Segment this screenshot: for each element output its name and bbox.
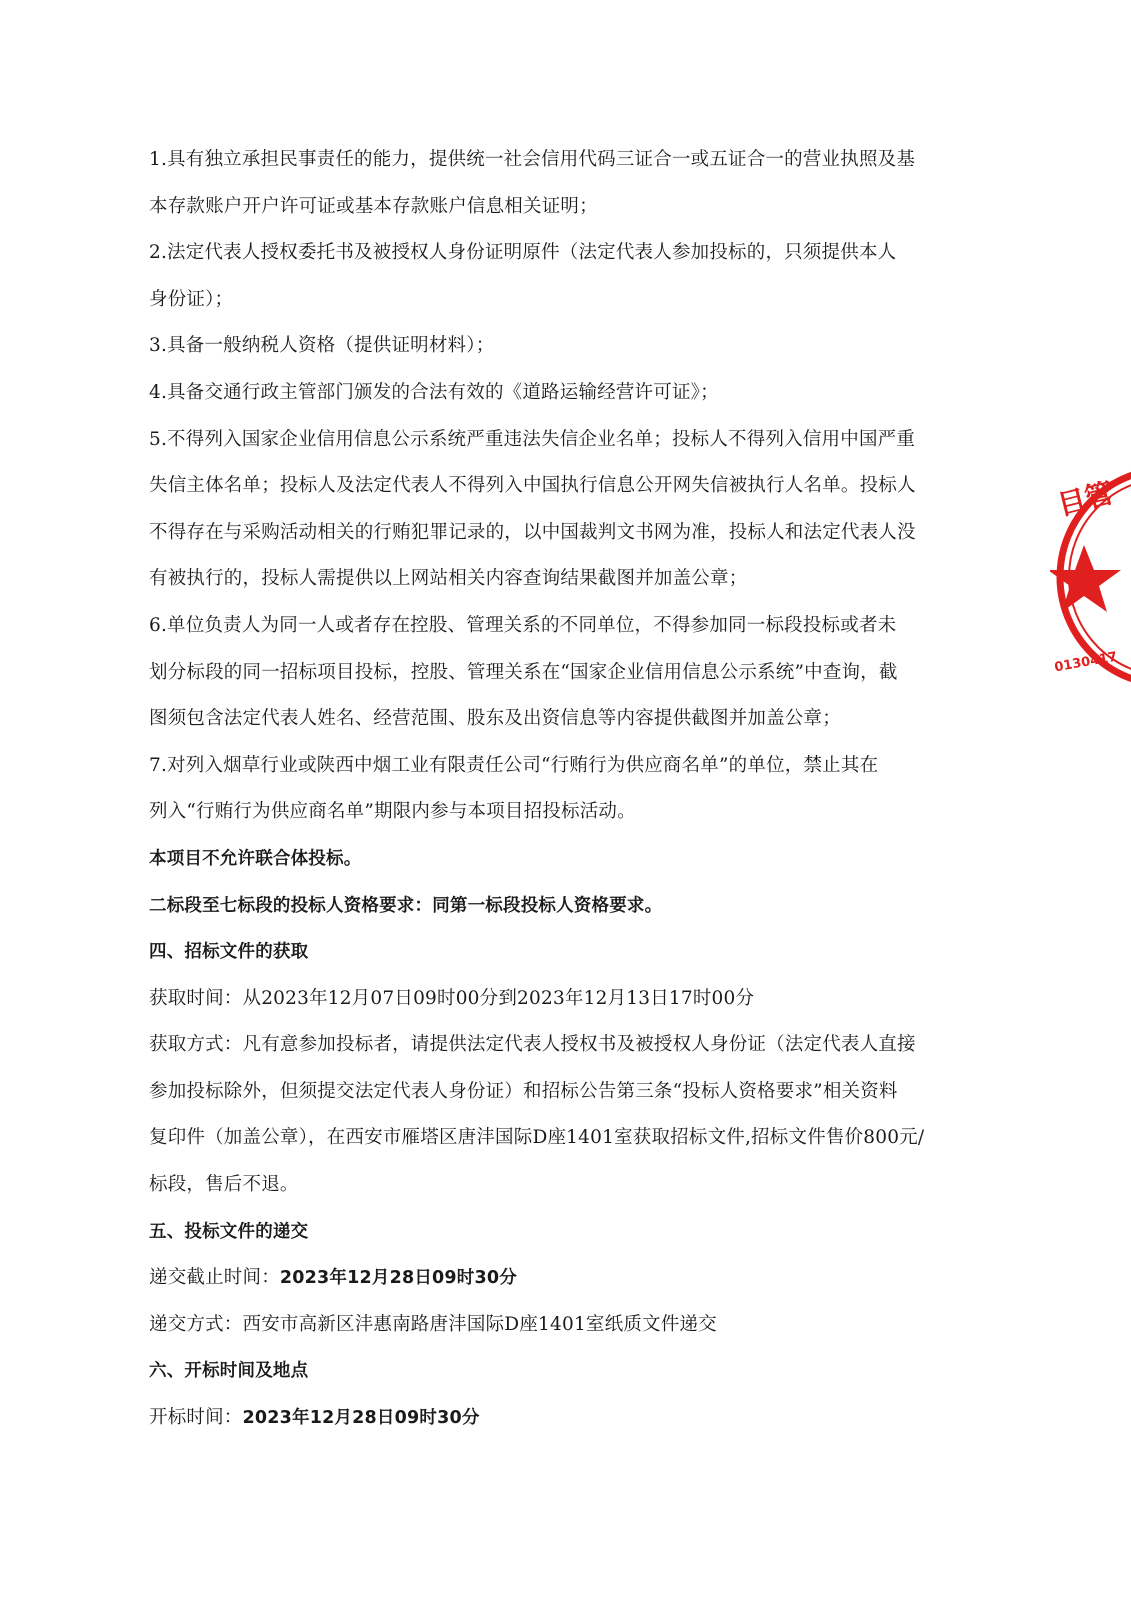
text-line: 图须包含法定代表人姓名、经营范围、股东及出资信息等内容提供截图并加盖公章； — [149, 708, 841, 730]
text-line: 5.不得列入国家企业信用信息公示系统严重违法失信企业名单；投标人不得列入信用中国严重 — [149, 428, 916, 450]
acquisition-method-line: 参加投标除外，但须提交法定代表人身份证）和招标公告第三条“投标人资格要求”相关资料 — [149, 1080, 898, 1102]
opening-time-label: 开标时间： — [149, 1407, 243, 1429]
submission-method: 递交方式：西安市高新区沣惠南路唐沣国际D座1401室纸质文件递交 — [149, 1313, 717, 1335]
acquisition-time: 获取时间：从2023年12月07日09时00分到2023年12月13日17时00分 — [149, 987, 755, 1009]
text-line: 划分标段的同一招标项目投标，控股、管理关系在“国家企业信用信息公示系统”中查询，截 — [149, 661, 898, 683]
company-seal — [1050, 462, 1131, 692]
opening-time — [149, 1395, 964, 1442]
no-consortium-notice: 本项目不允许联合体投标。 — [149, 848, 362, 869]
section-6-heading: 六、开标时间及地点 — [149, 1361, 309, 1382]
text-line: 2.法定代表人授权委托书及被授权人身份证明原件（法定代表人参加投标的，只须提供本人 — [149, 242, 897, 264]
seal-text-bottom: 0130417 — [1053, 649, 1119, 676]
sections-2-7-requirement: 二标段至七标段的投标人资格要求：同第一标段投标人资格要求。 — [149, 895, 663, 916]
text-line: 失信主体名单；投标人及法定代表人不得列入中国执行信息公开网失信被执行人名单。投标人 — [149, 475, 916, 497]
section-5-heading: 五、投标文件的递交 — [149, 1221, 309, 1242]
acquisition-method-line: 获取方式：凡有意参加投标者，请提供法定代表人授权书及被授权人身份证（法定代表人直接 — [149, 1034, 916, 1056]
acquisition-method-line: 复印件（加盖公章），在西安市雁塔区唐沣国际D座1401室获取招标文件,招标文件售价800元/ — [149, 1127, 925, 1149]
submission-deadline-label: 递交截止时间： — [149, 1267, 280, 1289]
text-line: 6.单位负责人为同一人或者存在控股、管理关系的不同单位，不得参加同一标段投标或者未 — [149, 614, 897, 636]
text-line: 4.具备交通行政主管部门颁发的合法有效的《道路运输经营许可证》； — [149, 381, 719, 403]
text-line: 1.具有独立承担民事责任的能力，提供统一社会信用代码三证合一或五证合一的营业执照及基 — [149, 149, 916, 170]
submission-deadline — [149, 1255, 964, 1302]
section-4-heading: 四、招标文件的获取 — [149, 942, 309, 963]
seal-text-top: 目管 — [1054, 476, 1117, 522]
text-line: 列入“行贿行为供应商名单”期限内参与本项目招投标活动。 — [149, 801, 636, 823]
text-line: 7.对列入烟草行业或陕西中烟工业有限责任公司“行贿行为供应商名单”的单位，禁止其在 — [149, 754, 879, 776]
acquisition-method-line: 标段，售后不退。 — [149, 1174, 299, 1196]
document-body — [149, 137, 964, 1442]
submission-deadline-value: 2023年12月28日09时30分 — [279, 1268, 517, 1289]
text-line: 身份证）； — [149, 288, 234, 310]
opening-time-value: 2023年12月28日09时30分 — [242, 1408, 480, 1429]
text-line: 不得存在与采购活动相关的行贿犯罪记录的，以中国裁判文书网为准，投标人和法定代表人没 — [149, 521, 916, 543]
seal-graphic — [1050, 462, 1131, 692]
text-line: 本存款账户开户许可证或基本存款账户信息相关证明； — [149, 195, 598, 217]
text-line: 3.具备一般纳税人资格（提供证明材料）； — [149, 335, 495, 357]
text-line: 有被执行的，投标人需提供以上网站相关内容查询结果截图并加盖公章； — [149, 568, 748, 590]
